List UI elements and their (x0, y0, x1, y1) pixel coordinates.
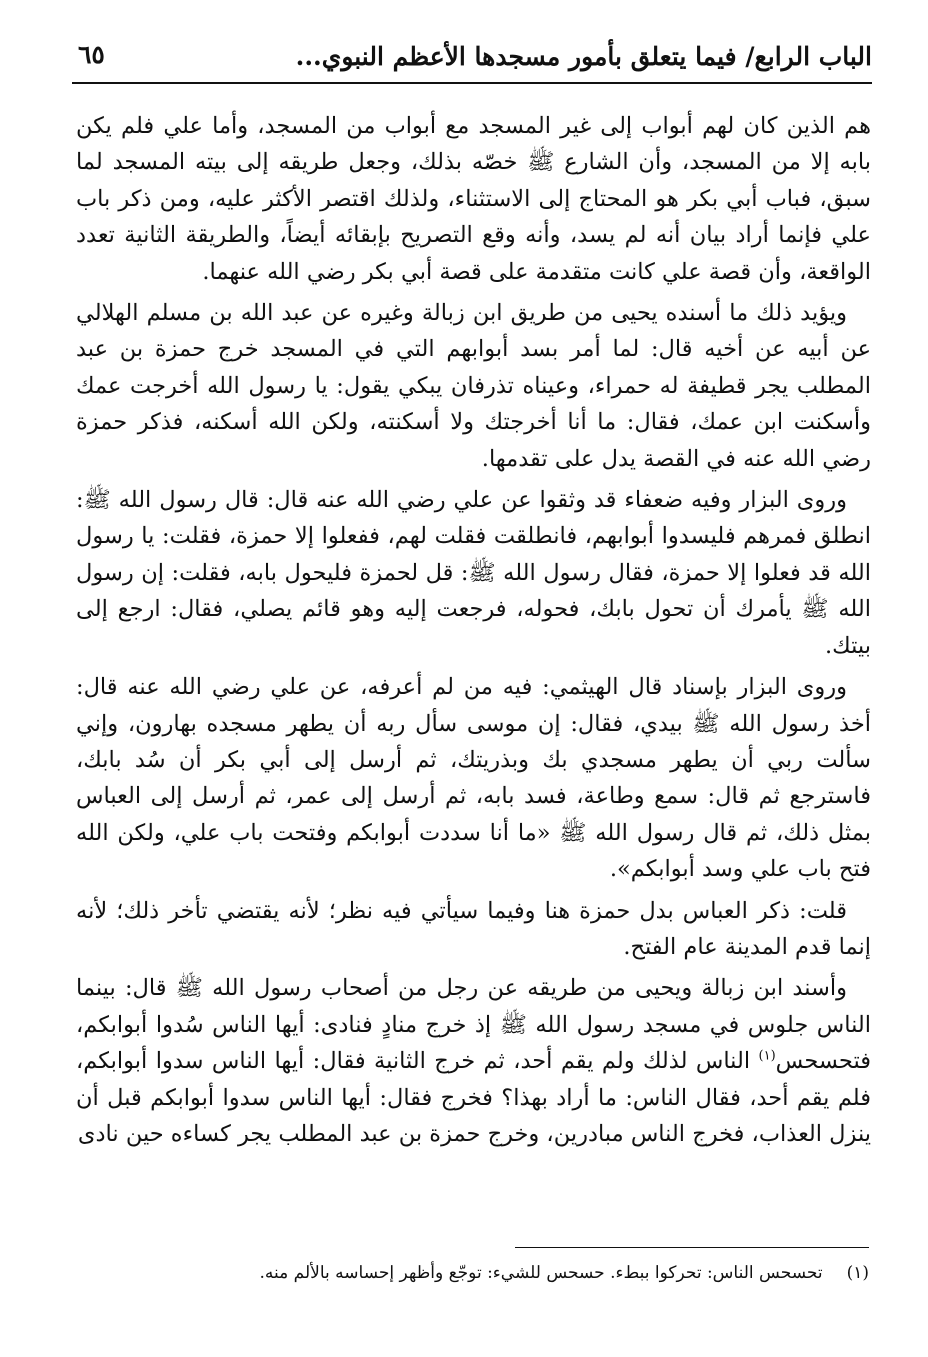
footnote-number: (١) (846, 1263, 869, 1283)
paragraph-text-continued: الناس لذلك ولم يقم أحد، ثم خرج الثانية فقال: أيها الناس سدوا أبوابكم، فلم يقم أحد، فقال الناس: ما أراد بهذا؟ فخرج فقال: أيها الناس سدوا أبوابكم قبل أن ينزل العذاب، فخرج الناس مبادرين، وخرج حمزة بن عبد المطلب يجر كساءه حين نادى (76, 1048, 871, 1147)
paragraph: ويؤيد ذلك ما أسنده يحيى من طريق ابن زبالة وغيره عن عبد الله بن مسلم الهلالي عن أبيه عن أخيه قال: لما أمر بسد أبوابهم التي في المسجد خرج حمزة بن عبد المطلب يجر قطيفة له حمراء، وعيناه تذرفان يبكي يقول: يا رسول الله أخرجت عمك وأسكنت ابن عمك، فقال: ما أنا أخرجتك ولا أسكنته، ولكن الله أسكنه، فذكر حمزة رضي الله عنه في القصة يدل على تقدمها. (76, 300, 871, 472)
paragraph: قلت: ذكر العباس بدل حمزة هنا وفيما سيأتي فيه نظر؛ لأنه يقتضي تأخر ذلك؛ لأنه إنما قدم المدينة عام الفتح. (76, 897, 871, 960)
footnote-text: تحسحس الناس: تحركوا ببطء. حسحس للشيء: توجّع وأظهر إحساسه بالألم منه. (259, 1263, 823, 1283)
paragraph: وروى البزار وفيه ضعفاء قد وثقوا عن علي رضي الله عنه قال: قال رسول الله ﷺ: انطلق فمرهم فليسدوا أبوابهم، فانطلقت فقلت لهم، ففعلوا إلا حمزة، فقلت: يا رسول الله قد فعلوا إلا حمزة، فقال رسول الله ﷺ: قل لحمزة فليحول بابه، فقلت: إن رسول الله ﷺ يأمرك أن تحول بابك، فحوله، فرجعت إليه وهو قائم يصلي، فقال: ارجع إلى بيتك. (76, 487, 871, 659)
footnote (79, 1260, 869, 1286)
footnote-divider (515, 1247, 869, 1248)
paragraph-text: وأسند ابن زبالة ويحيى من طريقه عن رجل من أصحاب رسول الله ﷺ قال: بينما الناس جلوس في مسجد رسول الله ﷺ إذ خرج منادٍ فنادى: أيها الناس سُدوا أبوابكم، فتحسحس (76, 975, 871, 1075)
running-header (72, 34, 872, 84)
paragraph: هم الذين كان لهم أبواب إلى غير المسجد مع أبواب من المسجد، وأما علي فلم يكن بابه إلا من المسجد، وأن الشارع ﷺ خصّه بذلك، وجعل طريقه إلى بيته المسجد لما سبق، فباب أبي بكر هو المحتاج إلى الاستثناء، ولذلك اقتصر الأكثر عليه، ومن ذكر باب علي فإنما أراد بيان أنه لم يسد، وأنه وقع التصريح بإبقائه أيضاً، والطريقة الثانية تعدد الواقعة، وأن قصة علي كانت متقدمة على قصة أبي بكر رضي الله عنهما. (76, 113, 871, 285)
header-divider (72, 82, 872, 84)
footnote-reference[interactable]: (١) (758, 1048, 776, 1064)
page-number: ٦٥ (78, 40, 105, 69)
chapter-title: الباب الرابع/ فيما يتعلق بأمور مسجدها الأعظم النبوي... (295, 42, 872, 71)
paragraph-with-footnote (76, 970, 871, 1152)
paragraph: وروى البزار بإسناد قال الهيثمي: فيه من لم أعرفه، عن علي رضي الله عنه قال: أخذ رسول الله ﷺ بيدي، فقال: إن موسى سأل ربه أن يطهر مسجده بهارون، وإني سألت ربي أن يطهر مسجدي بك وبذريتك، ثم أرسل إلى أبي بكر أن سُد بابك، فاسترجع ثم قال: سمع وطاعة، فسد بابه، ثم أرسل إلى عمر، ثم أرسل إلى العباس بمثل ذلك، ثم قال رسول الله ﷺ «ما أنا سددت أبوابكم وفتحت باب علي، ولكن الله فتح باب علي وسد أبوابكم». (76, 674, 871, 883)
body-text (76, 108, 871, 1157)
